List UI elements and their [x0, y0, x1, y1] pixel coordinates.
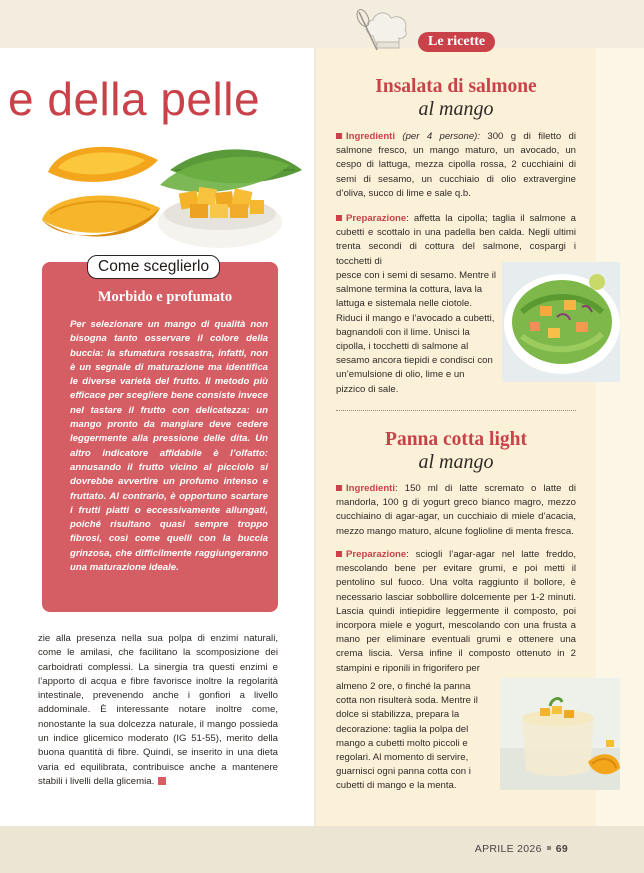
choose-box-subtitle: Morbido e profumato: [97, 289, 233, 305]
choose-box-tab: Come sceglierlo: [87, 255, 220, 279]
recipe2-ingredients-text: : 150 ml di latte scremato o latte di mandorla, 100 g di yogurt greco bianco magro, mezzo cucchiaino di agar-agar, un cucchiaio di miele d’acacia, mezzo mango maturo, alcune foglioline di menta fresca.: [336, 483, 576, 537]
recipe2-ingredients-label: Ingredienti: [346, 483, 396, 494]
recipe1-ingredients: [336, 130, 576, 201]
recipe1-preparation: Preparazione: affetta la cipolla; taglia il salmone a cubetti e scottalo in una padella ben calda. Negli ultimi trenta secondi di cottura del salmone, cospargi i tocchetti di: [336, 213, 576, 267]
recipe1-prep-label: Preparazione: [346, 213, 407, 224]
salad-photo: [502, 262, 620, 382]
top-band: [0, 0, 644, 48]
chef-hat-whisk-icon: [355, 6, 419, 54]
recipe1-subtitle: al mango: [418, 98, 494, 120]
footer-separator: [547, 846, 551, 850]
bullet-square: [336, 551, 342, 557]
recipe1-ingredients-text: 300 g di filetto di salmone fresco, un mango maturo, un avocado, un cespo di lattuga, mezza cipolla rossa, 2 cucchiaini di semi di sesamo, un cucchiaio di olio extravergine d’oliva, succo di lime e sale q.b.: [336, 131, 576, 199]
recipe2-subtitle: al mango: [418, 451, 494, 473]
choose-box-text: Per selezionare un mango di qualità non bisogna tanto osservare il colore della buccia: la sfumatura rossastra, infatti, non è un segnale di maturazione ma identifica le diverse varietà del frutto. Il metodo più efficace per scegliere bene consiste invece nel tastare il frutto con delicatezza: un mango pronto da mangiare deve cedere leggermente alla pressione delle dita. Un altro indicatore affidabile è l’olfatto: annusando il frutto vicino al picciolo si dovrebbe avvertire un profumo intenso e fruttato. Al contrario, è opportuno scartare i frutti piatti o eccessivamente allungati, poiché risultano quasi sempre troppo fibrosi, così come quelli con la buccia grinzosa, che difficilmente raggiungeranno una maturazione ideale.: [70, 319, 268, 574]
recipe1-prep-continued: pesce con i semi di sesamo. Mentre il salmone termina la cottura, lava la lattuga e sistemala nelle ciotole. Riduci il mango e l’avocado a cubetti, bagnandoli con il lime. Unisci la cipolla, i tocchetti di salmone al sesamo ancora tiepidi e condisci con un’emulsione di olio, lime e un pizzico di sale.: [336, 270, 496, 395]
end-mark: [158, 777, 166, 785]
page-title: e della pelle: [8, 73, 261, 125]
recipe2-prep-label: Preparazione: [346, 549, 407, 560]
recipe-divider: [336, 410, 576, 411]
issue-date: APRILE 2026: [474, 843, 542, 855]
panna-cotta-photo: [500, 678, 620, 790]
bullet-square: [336, 485, 342, 491]
page-number: 69: [555, 843, 568, 855]
recipe2-prep-text-a: : sciogli l’agar-agar nel latte freddo, mescolando bene per evitare grumi, e poi metti il pentolino sul fuoco. Una volta raggiunto il bollore, è necessario lasciar sobbollire dolcemente per 1-2 minuti. Lascia quindi intiepidire leggermente il composto, poi incorpora miele e yogurt, mescolando con una frusta a mano per eliminare eventuali grumi e ottenere una crema liscia. Versa infine il composto ottenuto in 2 stampini e riponili in frigorifero per: [336, 549, 576, 674]
left-body-text: [38, 632, 278, 789]
recipe1-title: Insalata di salmone: [375, 76, 537, 97]
recipe1-ingredients-label: Ingredienti: [346, 131, 396, 142]
left-body-content: zie alla presenza nella sua polpa di enzimi naturali, come le amilasi, che facilitano la scomposizione dei carboidrati complessi. La sinergia tra questi enzimi e l’apporto di acqua e fibre favorisce inoltre la regolarità intestinale, prevenendo anche i gonfiori a livello addominale. È interessante notare inoltre come, nonostante la sua dolcezza naturale, il mango possieda un indice glicemico moderato (IG 51-55), merito della buona quantità di fibre. Quindi, se inserito in una dieta varia ed equilibrata, contribuisce anche a mantenere stabili i livelli della glicemia.: [38, 633, 278, 787]
recipe1-ingredients-note: (per 4 persone):: [402, 131, 481, 142]
recipe1-prep-text-a: affetta la cipolla; taglia il salmone a cubetti e scottalo in una padella ben calda. Negli ultimi trenta secondi di cottura del salmone, cospargi i tocchetti di: [336, 213, 576, 267]
recipe2-title: Panna cotta light: [385, 429, 527, 450]
recipe2-prep-continued: almeno 2 ore, o finché la panna cotta non risulterà soda. Mentre il dolce si stabilizza, prepara la decorazione: taglia la polpa del mango a cubetti molto piccoli e regolari. Al momento di servire, guarnisci ogni panna cotta con i cubetti di mango e la menta.: [336, 681, 478, 792]
recipe2-preparation: [336, 548, 576, 676]
mango-illustration: [40, 130, 312, 260]
bullet-square: [336, 133, 342, 139]
recipe2-ingredients: [336, 482, 576, 539]
bullet-square: [336, 215, 342, 221]
page-footer: [475, 843, 568, 855]
section-label: Le ricette: [418, 32, 495, 52]
